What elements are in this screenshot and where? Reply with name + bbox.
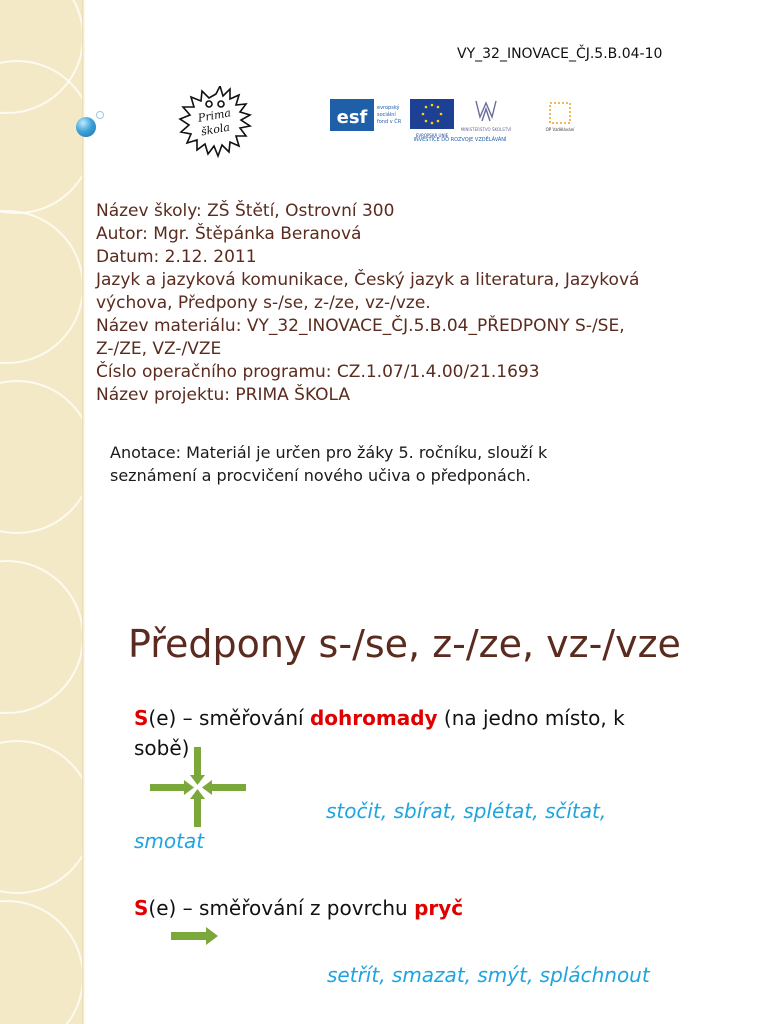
subject-line-1: Jazyk a jazyková komunikace, Český jazyk a literatura, Jazyková <box>96 270 640 290</box>
program-number: Číslo operačního programu: CZ.1.07/1.4.00/21.1693 <box>96 362 540 382</box>
rule1-prefix: S <box>134 706 149 730</box>
school-name: Název školy: ZŠ Štětí, Ostrovní 300 <box>96 201 395 221</box>
decor-ring <box>0 740 84 894</box>
decorative-side-strip <box>0 0 84 1024</box>
svg-text:Prima: Prima <box>196 106 232 125</box>
esf-caption: INVESTICE DO ROZVOJE VZDĚLÁVÁNÍ <box>413 137 507 143</box>
svg-text:EVROPSKÁ UNIE: EVROPSKÁ UNIE <box>415 133 449 138</box>
subject-line-2: výchova, Předpony s-/se, z-/ze, vz-/vze. <box>96 293 431 313</box>
rule2-highlight: pryč <box>414 896 464 920</box>
blue-bead-icon <box>76 117 96 137</box>
svg-text:MINISTERSTVO ŠKOLSTVÍ: MINISTERSTVO ŠKOLSTVÍ <box>460 127 512 132</box>
examples1-line1: stočit, sbírat, splétat, sčítat, <box>326 799 607 823</box>
rule2-middle: (e) – směřování z povrchu <box>148 896 415 920</box>
svg-text:sociální: sociální <box>377 112 396 118</box>
svg-text:evropský: evropský <box>377 105 400 111</box>
material-line-1: Název materiálu: VY_32_INOVACE_ČJ.5.B.04_PŘEDPONY S-/SE, <box>96 316 625 336</box>
decor-ring <box>0 560 84 714</box>
document-code: VY_32_INOVACE_ČJ.5.B.04-10 <box>457 46 663 62</box>
svg-text:OP Vzdělávání: OP Vzdělávání <box>545 127 575 132</box>
school-sun-logo <box>168 86 264 158</box>
annotation <box>110 441 710 487</box>
svg-text:esf: esf <box>336 107 368 128</box>
rule1-rest: (na jedno místo, k <box>437 706 625 730</box>
slide-title: Předpony s-/se, z-/ze, vz-/vze <box>128 622 681 666</box>
strip-edge <box>82 0 85 1024</box>
project-name: Název projektu: PRIMA ŠKOLA <box>96 385 351 405</box>
decor-ring <box>0 900 84 1024</box>
date: Datum: 2.12. 2011 <box>96 247 257 267</box>
rule1-middle: (e) – směřování <box>148 706 310 730</box>
decor-ring <box>0 60 84 214</box>
decor-ring <box>0 380 84 534</box>
annotation-line-1: Anotace: Materiál je určen pro žáky 5. ročníku, slouží k <box>110 443 548 462</box>
author: Autor: Mgr. Štěpánka Beranová <box>96 224 362 244</box>
esf-eu-logos <box>330 97 590 147</box>
svg-text:škola: škola <box>199 120 231 139</box>
material-line-2: Z-/ZE, VZ-/VZE <box>96 339 222 359</box>
svg-text:fond v ČR: fond v ČR <box>377 119 402 125</box>
small-bead-icon <box>96 111 104 119</box>
decor-ring <box>0 210 84 364</box>
rule2-prefix: S <box>134 896 149 920</box>
examples-together <box>134 796 734 856</box>
examples1-line2: smotat <box>134 829 205 853</box>
examples-away: setřít, smazat, smýt, spláchnout <box>327 963 650 987</box>
rule1-rest-line2: sobě) <box>134 736 190 760</box>
annotation-line-2: seznámení a procvičení nového učiva o předponách. <box>110 466 531 485</box>
right-arrow-icon <box>170 926 220 946</box>
document-info <box>96 200 736 407</box>
rule1-highlight: dohromady <box>309 706 438 730</box>
rule-away <box>134 893 734 923</box>
